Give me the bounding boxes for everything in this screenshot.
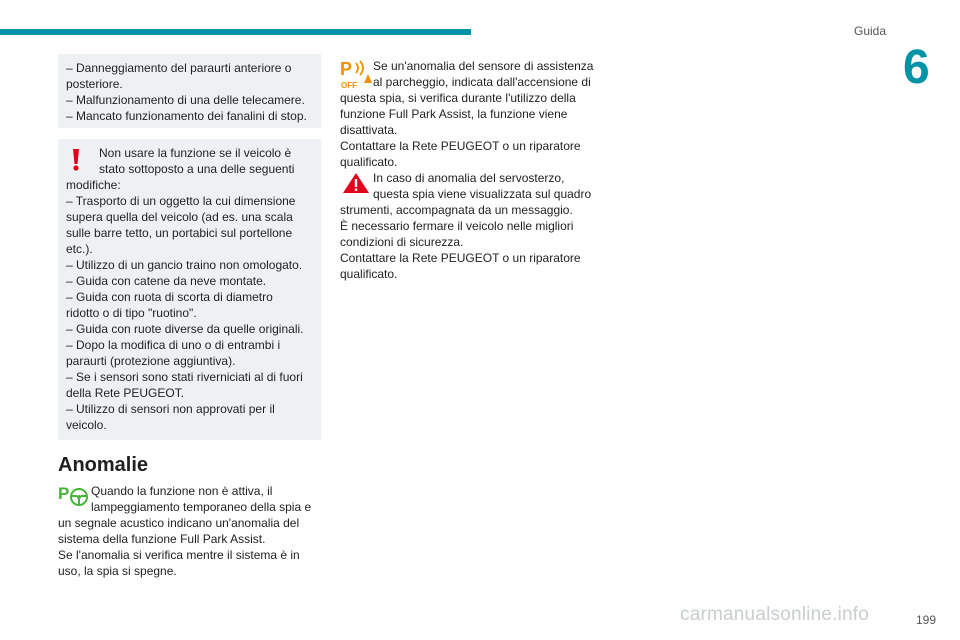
box1-line: – Danneggiamento del paraurti anteriore o bbox=[66, 61, 292, 75]
anomalie-paragraph bbox=[58, 483, 323, 579]
col2-para1-line: funzione Full Park Assist, la funzione viene bbox=[340, 107, 568, 121]
info-box-damage bbox=[58, 54, 321, 128]
box1-line: posteriore. bbox=[66, 77, 123, 91]
box2-line: – Guida con ruota di scorta di diametro bbox=[66, 290, 273, 304]
col2-para1-line: disattivata. bbox=[340, 123, 398, 137]
page-number: 199 bbox=[916, 613, 937, 627]
box2-line: – Se i sensori sono stati riverniciati al di fuori bbox=[66, 370, 303, 384]
col2-para1-line: Contattare la Rete PEUGEOT o un riparatore bbox=[340, 139, 581, 153]
col2-para2-line: strumenti, accompagnata da un messaggio. bbox=[340, 203, 573, 217]
box2-line: – Guida con catene da neve montate. bbox=[66, 274, 267, 288]
svg-text:P: P bbox=[58, 484, 70, 503]
col2-para2-line: questa spia viene visualizzata sul quadro bbox=[373, 187, 592, 201]
col2-para2-line: Contattare la Rete PEUGEOT o un riparatore bbox=[340, 251, 581, 265]
box1-line: – Mancato funzionamento dei fanalini di stop. bbox=[66, 109, 307, 123]
park-off-label: OFF bbox=[341, 81, 357, 90]
right-column bbox=[340, 58, 615, 282]
box2-line: paraurti (protezione aggiuntiva). bbox=[66, 354, 236, 368]
section-heading: Anomalie bbox=[58, 454, 149, 476]
anomalie-section bbox=[58, 453, 323, 579]
box2-line: – Utilizzo di sensori non approvati per il bbox=[66, 402, 275, 416]
box2-line: supera quella del veicolo (ad es. una scala bbox=[66, 210, 293, 224]
col2-para1-line: al parcheggio, indicata dall'accensione di bbox=[373, 75, 591, 89]
box2-line: stato sottoposto a una delle seguenti bbox=[99, 162, 295, 176]
anomalie-line: Quando la funzione non è attiva, il bbox=[91, 484, 273, 498]
anomalie-line: Se l'anomalia si verifica mentre il sistema è in bbox=[58, 548, 300, 562]
anomalie-line: un segnale acustico indicano un'anomalia del bbox=[58, 516, 300, 530]
sensor-anomaly-paragraph bbox=[340, 58, 615, 170]
anomalie-line: lampeggiamento temporaneo della spia e bbox=[91, 500, 312, 514]
col2-para1-line: questa spia, si verifica durante l'utilizzo della bbox=[340, 91, 576, 105]
steering-anomaly-paragraph bbox=[340, 170, 615, 282]
anomalie-line: sistema della funzione Full Park Assist. bbox=[58, 532, 266, 546]
box2-line: – Trasporto di un oggetto la cui dimensione bbox=[66, 194, 296, 208]
box2-line: Non usare la funzione se il veicolo è bbox=[99, 146, 292, 160]
section-title: Guida bbox=[854, 24, 887, 38]
park-assist-steering-icon bbox=[58, 483, 90, 507]
exclamation-warning-icon bbox=[72, 149, 80, 171]
box2-line: etc.). bbox=[66, 242, 93, 256]
header-accent-bar bbox=[0, 29, 471, 35]
col2-para2-line: condizioni di sicurezza. bbox=[340, 235, 464, 249]
box2-line: della Rete PEUGEOT. bbox=[66, 386, 185, 400]
svg-text:P: P bbox=[340, 59, 353, 79]
col2-para2-line: qualificato. bbox=[340, 267, 398, 281]
col2-para2-line: In caso di anomalia del servosterzo, bbox=[373, 171, 565, 185]
box2-line: veicolo. bbox=[66, 418, 107, 432]
warning-box-modifications bbox=[58, 139, 321, 440]
box2-line: modifiche: bbox=[66, 178, 121, 192]
box2-line: – Guida con ruote diverse da quelle originali. bbox=[66, 322, 304, 336]
box2-line: – Dopo la modifica di uno o di entrambi i bbox=[66, 338, 281, 352]
box2-line: ridotto o di tipo "ruotino". bbox=[66, 306, 197, 320]
park-sensor-off-icon bbox=[340, 58, 374, 90]
watermark: carmanualsonline.info bbox=[680, 604, 870, 625]
box2-line: – Utilizzo di un gancio traino non omologato. bbox=[66, 258, 303, 272]
box1-line: – Malfunzionamento di una delle telecamere. bbox=[66, 93, 305, 107]
col2-para2-line: È necessario fermare il veicolo nelle migliori bbox=[340, 219, 574, 233]
col2-para1-line: Se un'anomalia del sensore di assistenza bbox=[373, 59, 594, 73]
chapter-number: 6 bbox=[903, 41, 930, 94]
box2-line: sulle barre tetto, un portabici sul portellone bbox=[66, 226, 293, 240]
col2-para1-line: qualificato. bbox=[340, 155, 398, 169]
anomalie-line: uso, la spia si spegne. bbox=[58, 564, 177, 578]
warning-triangle-icon bbox=[342, 172, 370, 194]
